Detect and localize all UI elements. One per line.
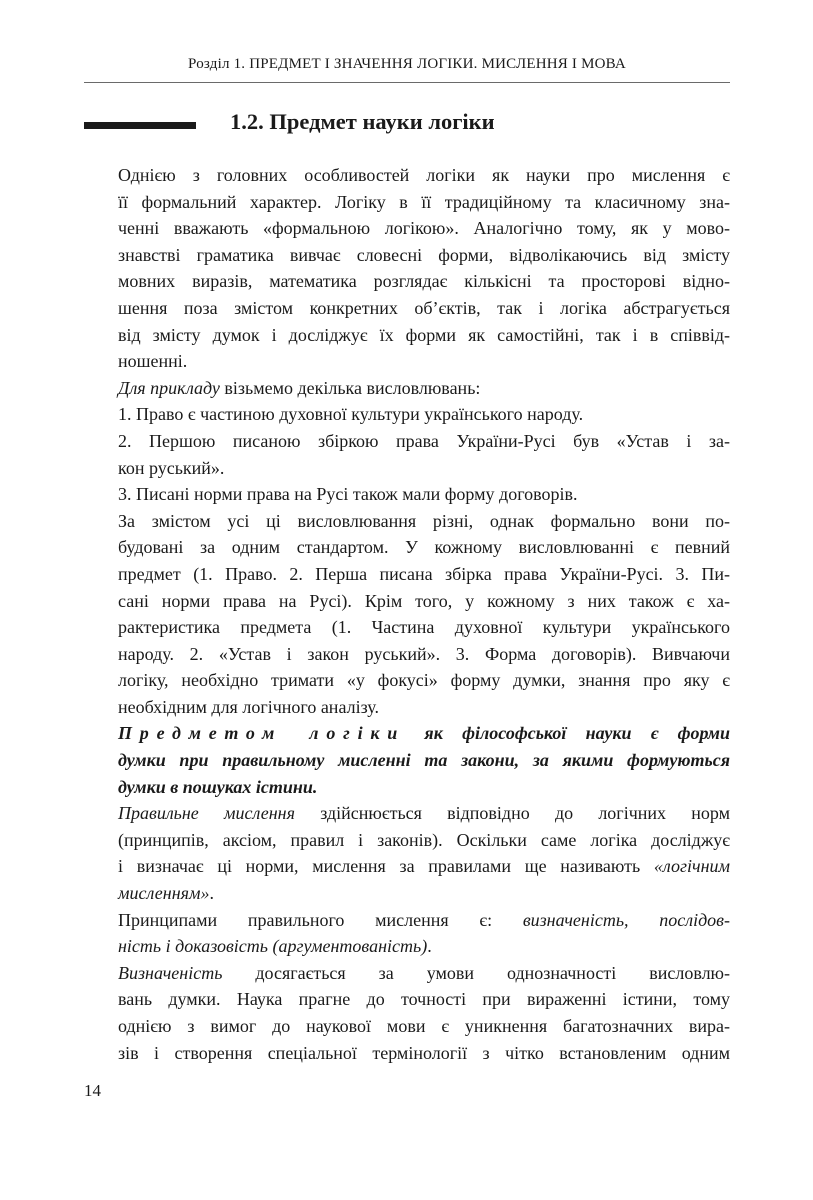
- definition-paragraph: [84, 720, 730, 800]
- text-run: досягається за умови однозначності висловлю-: [222, 962, 730, 983]
- running-head: Розділ 1. ПРЕДМЕТ І ЗНАЧЕННЯ ЛОГІКИ. МИСЛЕННЯ І МОВА: [84, 56, 730, 83]
- text-line: необхідним для логічного аналізу.: [118, 696, 379, 717]
- text-line: шення поза змістом конкретних об’єктів, так і логіка абстрагується: [118, 297, 730, 318]
- text-run: і визначає ці норми, мислення за правилами ще називають: [118, 856, 654, 877]
- paragraph-3: [84, 508, 730, 721]
- section-title: 1.2. Предмет науки логіки: [230, 109, 495, 134]
- text-line: [84, 907, 730, 934]
- italic-term: визначеність, послідов-: [522, 909, 730, 930]
- section-heading: [84, 108, 730, 142]
- text-line: 2. Першою писаною збіркою права України-Русі був «Устав і за-: [118, 430, 730, 451]
- paragraph-2: [84, 375, 730, 402]
- list-item-2: [84, 428, 730, 481]
- text-line: предмет (1. Право. 2. Перша писана збірка права України-Русі. 3. Пи-: [118, 563, 730, 584]
- paragraph-6: [84, 907, 730, 960]
- text-line: [84, 720, 730, 747]
- text-run: здійснюється відповідно до логічних норм: [294, 803, 730, 824]
- paragraph-7: [84, 960, 730, 1066]
- text-line: [84, 960, 730, 987]
- text-line: ченні вважають «формальною логікою». Аналогічно тому, як у мово-: [118, 218, 730, 239]
- text-line: кон руський».: [118, 457, 225, 478]
- italic-term: ність і доказовість (аргументованість): [118, 936, 428, 957]
- text-line: народу. 2. «Устав і закон руський». 3. Форма договорів). Вивчаючи: [118, 643, 730, 664]
- paragraph-1: [84, 162, 730, 375]
- text-line: (принципів, аксіом, правил і законів). Оскільки саме логіка досліджує: [118, 829, 730, 850]
- text-run: візьмемо декілька висловлювань:: [219, 377, 481, 398]
- text-line: [84, 800, 730, 827]
- text-run: .: [427, 936, 432, 957]
- text-line: її формальний характер. Логіку в її традиційному та класичному зна-: [118, 191, 730, 212]
- text-line: однією з вимог до наукової мови є уникнення багатозначних вира-: [118, 1016, 730, 1036]
- italic-term: мисленням»: [118, 883, 210, 904]
- text-line: [84, 933, 730, 960]
- body-text: [84, 162, 730, 1066]
- paragraph-5: [84, 800, 730, 906]
- text-run: .: [209, 883, 214, 904]
- italic-term: «логічним: [653, 856, 730, 877]
- text-run: Принципами правильного мислення є:: [118, 909, 523, 930]
- text-line: [84, 880, 730, 907]
- text-line: [84, 853, 730, 880]
- italic-term: Визначеність: [118, 962, 223, 983]
- text-line: [84, 375, 730, 402]
- text-line: За змістом усі ці висловлювання різні, однак формально вони по-: [118, 510, 730, 531]
- list-item-1: [84, 401, 730, 428]
- text-line: думки в пошуках істини.: [118, 776, 318, 797]
- text-run: як філософської науки є форми: [405, 723, 731, 744]
- spaced-term: Предметом логіки: [118, 723, 406, 744]
- text-line: вань думки. Наука прагне до точності при вираженні істини, тому: [118, 989, 730, 1010]
- heading-bar: [84, 122, 196, 129]
- text-line: рактеристика предмета (1. Частина духовної культури українського: [118, 617, 730, 638]
- text-line: зів і створення спеціальної термінології з чітко встановленим одним: [118, 1042, 730, 1063]
- text-line: 3. Писані норми права на Русі також мали форму договорів.: [118, 484, 578, 505]
- text-line: будовані за одним стандартом. У кожному висловлюванні є певний: [118, 537, 730, 558]
- text-line: Однією з головних особливостей логіки як науки про мислення є: [118, 165, 730, 185]
- text-line: логіку, необхідно тримати «у фокусі» форму думки, знання про яку є: [118, 670, 730, 691]
- text-line: думки при правильному мисленні та закони, за якими формуються: [118, 750, 730, 771]
- text-line: мовних виразів, математика розглядає кількісні та просторові відно-: [118, 271, 730, 292]
- page-number: 14: [84, 1081, 101, 1100]
- list-item-3: [84, 481, 730, 508]
- text-line: знавстві граматика вивчає словесні форми, відволікаючись від змісту: [118, 244, 730, 265]
- text-line: сані норми права на Русі). Крім того, у кожному з них також є ха-: [118, 590, 730, 611]
- italic-term: Для прикладу: [118, 377, 220, 398]
- italic-term: Правильне мислення: [118, 803, 295, 824]
- text-line: ношенні.: [118, 351, 188, 372]
- text-line: від змісту думок і досліджує їх форми як самостійні, так і в співвід-: [118, 324, 730, 345]
- text-line: 1. Право є частиною духовної культури українського народу.: [118, 404, 584, 425]
